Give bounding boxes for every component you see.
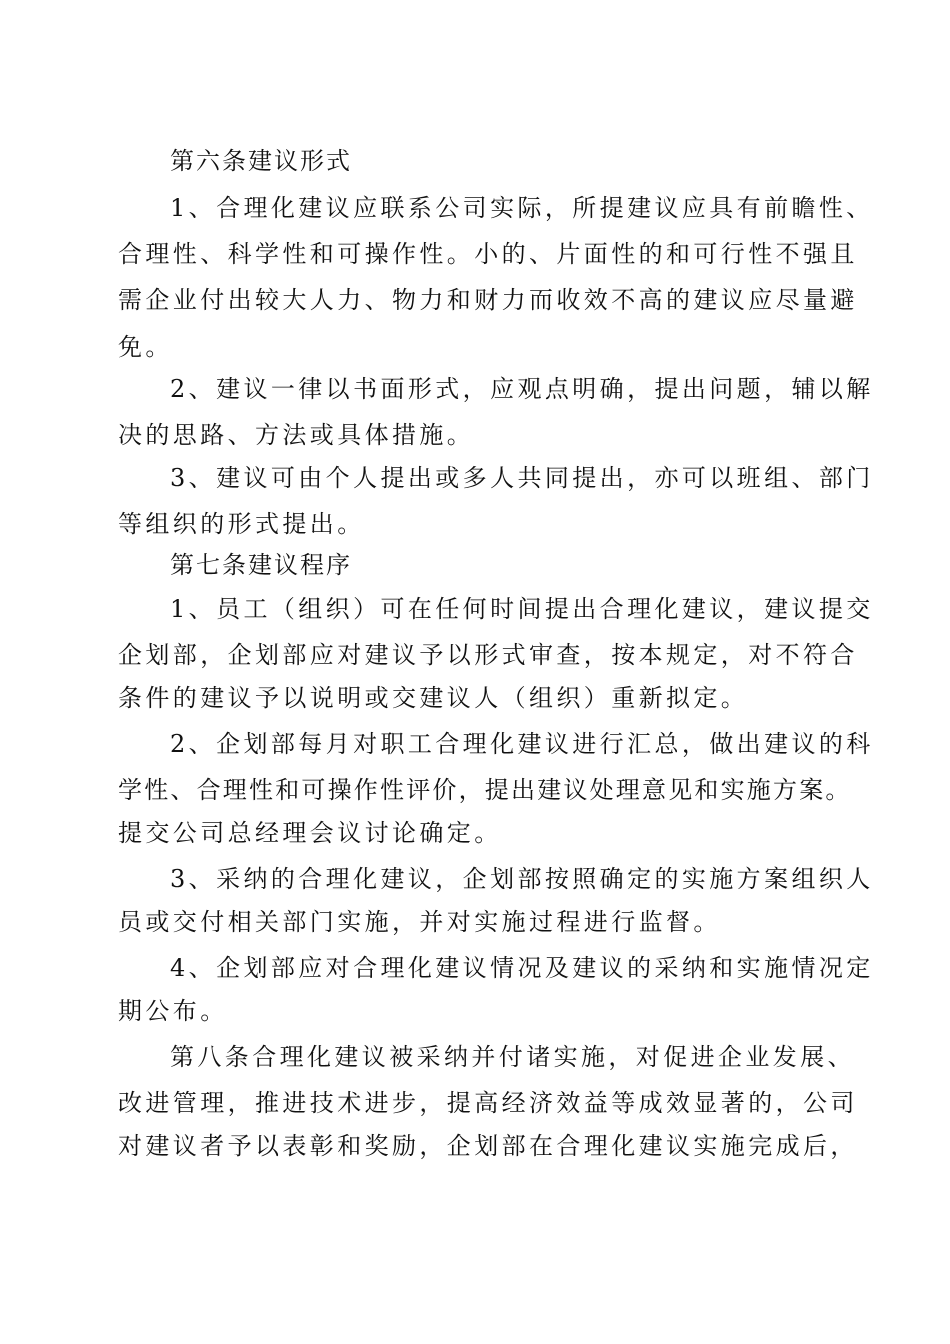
paragraph-line: 企划部，企划部应对建议予以形式审查，按本规定，对不符合 [118,641,858,669]
paragraph-line: 3、采纳的合理化建议，企划部按照确定的实施方案组织人 [170,865,874,893]
paragraph-line: 3、建议可由个人提出或多人共同提出，亦可以班组、部门 [170,464,874,492]
paragraph-line: 改进管理，推进技术进步，提高经济效益等成效显著的，公司 [118,1089,858,1117]
paragraph-line: 对建议者予以表彰和奖励，企划部在合理化建议实施完成后， [118,1132,858,1160]
paragraph-line: 需企业付出较大人力、物力和财力而收效不高的建议应尽量避 [118,286,858,314]
paragraph-line: 4、企划部应对合理化建议情况及建议的采纳和实施情况定 [170,954,874,982]
paragraph-line: 1、合理化建议应联系公司实际，所提建议应具有前瞻性、 [170,194,874,222]
paragraph-line: 合理性、科学性和可操作性。小的、片面性的和可行性不强且 [118,240,858,268]
paragraph-line: 提交公司总经理会议讨论确定。 [118,819,502,847]
paragraph-line: 期公布。 [118,997,228,1025]
paragraph-line: 2、建议一律以书面形式，应观点明确，提出问题，辅以解 [170,375,874,403]
paragraph-line: 免。 [118,333,173,361]
paragraph-line: 等组织的形式提出。 [118,510,365,538]
paragraph-line: 员或交付相关部门实施，并对实施过程进行监督。 [118,908,721,936]
section-7-heading: 第七条建议程序 [170,551,352,579]
paragraph-line: 1、员工（组织）可在任何时间提出合理化建议，建议提交 [170,595,874,623]
paragraph-line: 条件的建议予以说明或交建议人（组织）重新拟定。 [118,684,749,712]
paragraph-line: 学性、合理性和可操作性评价，提出建议处理意见和实施方案。 [118,776,852,804]
section-6-heading: 第六条建议形式 [170,147,352,175]
section-8-paragraph-line: 第八条合理化建议被采纳并付诸实施，对促进企业发展、 [170,1043,855,1071]
paragraph-line: 决的思路、方法或具体措施。 [118,421,475,449]
paragraph-line: 2、企划部每月对职工合理化建议进行汇总，做出建议的科 [170,730,874,758]
